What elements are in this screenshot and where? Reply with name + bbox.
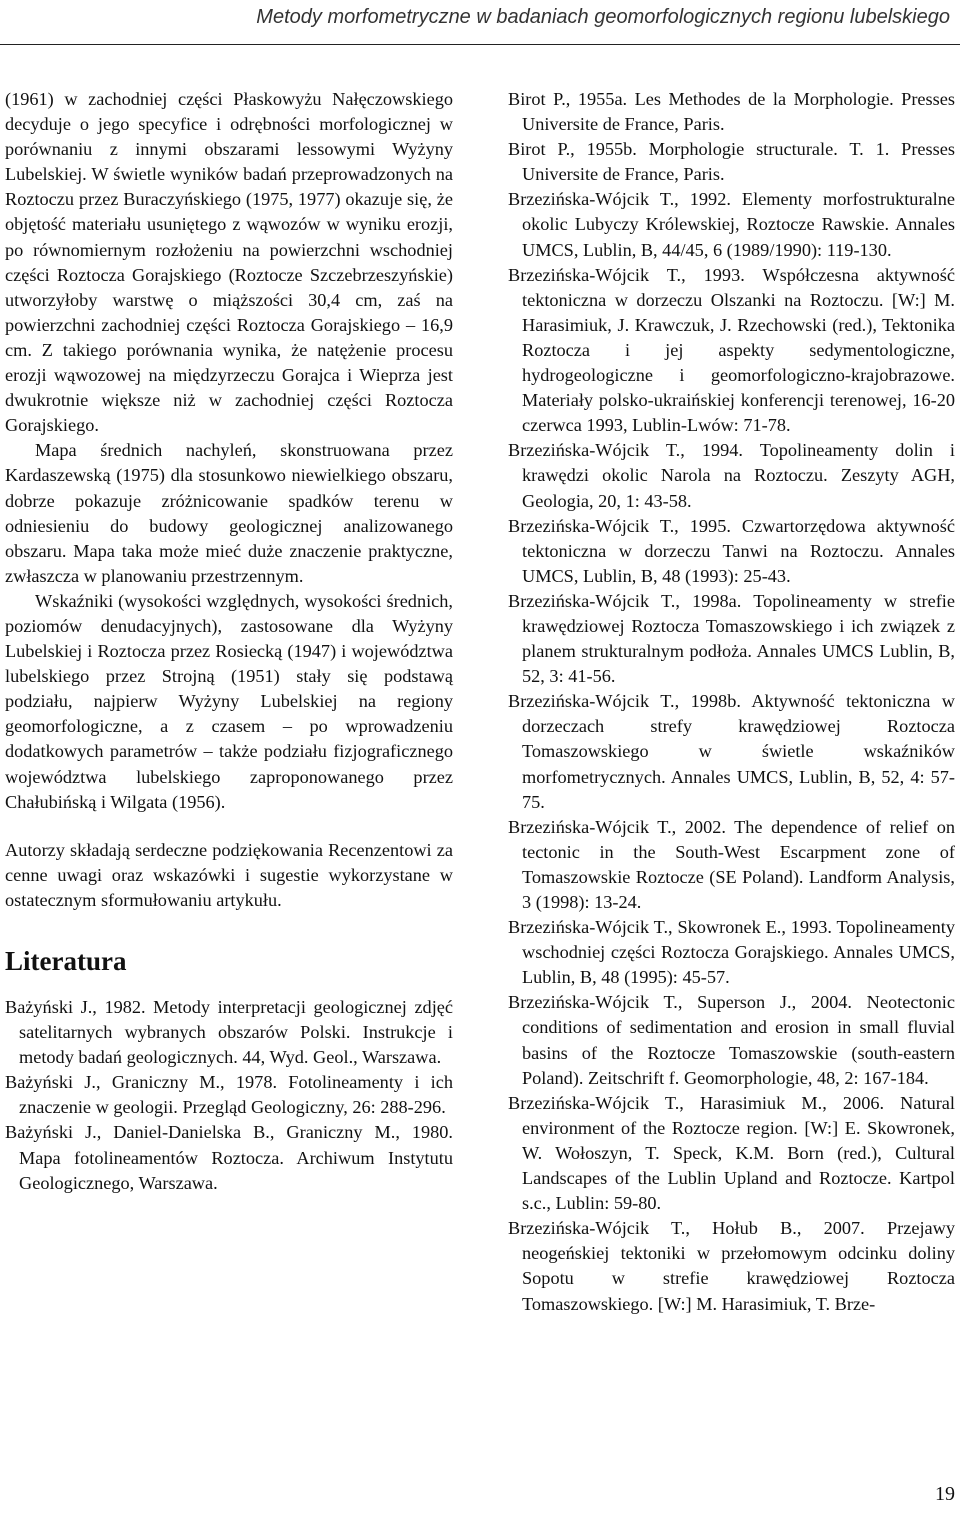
reference-item: Brzezińska-Wójcik T., 1992. Elementy morfostrukturalne okolic Lubyczy Królewskiej, Roztocze Rawskie. Annales UMCS, Lublin, B, 44/45, 6 (1989/1990): 119-130. bbox=[508, 189, 955, 260]
reference-item: Brzezińska-Wójcik T., 1995. Czwartorzędowa aktywność tektoniczna w dorzeczu Tanwi na Roztoczu. Annales UMCS, Lublin, B, 48 (1993): 25-43. bbox=[508, 515, 955, 586]
body-paragraph: (1961) w zachodniej części Płaskowyżu Nałęczowskiego decyduje o jego specyfice i odrębności morfologicznej w porównaniu z innymi obszarami lessowymi Wyżyny Lubelskiej. W świetle wyników badań przeprowadzonych na Roztoczu przez Buraczyńskiego (1975, 1977) okazuje się, że objętość materiału usuniętego z wąwozów w wyniku erozji, po równomiernym rozłożeniu na powierzchni wschodniej części Roztocza Gorajskiego (Roztocze Szczebrzeszyńskie) utworzyłoby warstwę o miąższości 30,4 cm, zaś na powierzchni zachodniej części Roztocza Gorajskiego – 16,9 cm. Z takiego porównania wynika, że natężenie procesu erozji wąwozowej na międzyrzeczu Gorajca i Wieprza jest dwukrotnie większe niż w zachodniej części Roztocza Gorajskiego. bbox=[5, 89, 453, 436]
reference-item: Brzezińska-Wójcik T., Harasimiuk M., 2006. Natural environment of the Roztocze region. [W:] E. Skowronek, W. Wołoszyn, T. Speck, K.M. Born (red.), Cultural Landscapes of the Lublin Upland and Roztocze. Kartpol s.c., Lublin: 59-80. bbox=[508, 1092, 955, 1214]
reference-item: Brzezińska-Wójcik T., 1998b. Aktywność tektoniczna w dorzeczach strefy krawędziowej Roztocza Tomaszowskiego w świetle wskaźników morfometrycznych. Annales UMCS, Lublin, B, 52, 4: 57-75. bbox=[508, 691, 955, 812]
literature-heading: Literatura bbox=[5, 946, 127, 976]
reference-item: Brzezińska-Wójcik T., 1994. Topolineamenty dolin i krawędzi okolic Narola na Roztoczu. Zeszyty AGH, Geologia, 20, 1: 43-58. bbox=[508, 440, 955, 511]
page-number: 19 bbox=[935, 1483, 955, 1505]
reference-item: Bażyński J., 1982. Metody interpretacji geologicznej zdjęć satelitarnych wybranych obszarów Polski. Instrukcje i metody badań geologicznych. 44, Wyd. Geol., Warszawa. bbox=[5, 997, 453, 1068]
body-paragraph: Mapa średnich nachyleń, skonstruowana przez Kardaszewską (1975) dla stosunkowo niewielkiego obszaru, dobrze pokazuje zróżnicowanie spadków terenu w odniesieniu do budowy geologicznej analizowanego obszaru. Mapa taka może mieć duże znaczenie praktyczne, zwłaszcza w planowaniu przestrzennym. bbox=[5, 440, 453, 586]
reference-item: Brzezińska-Wójcik T., Hołub B., 2007. Przejawy neogeńskiej tektoniki w przełomowym odcinku doliny Sopotu w strefie krawędziowej Roztocza Tomaszowskiego. [W:] M. Harasimiuk, T. Brze- bbox=[508, 1218, 955, 1314]
header-rule bbox=[0, 44, 960, 45]
reference-item: Brzezińska-Wójcik T., 2002. The dependence of relief on tectonic in the South-West Escarpment zone of Tomaszowskie Roztocze (SE Poland). Landform Analysis, 3 (1998): 13-24. bbox=[508, 816, 955, 912]
reference-item: Birot P., 1955a. Les Methodes de la Morphologie. Presses Universite de France, Paris. bbox=[508, 89, 955, 135]
running-title: Metody morfometryczne w badaniach geomorfologicznych regionu lubelskiego bbox=[256, 6, 950, 28]
reference-item: Bażyński J., Graniczny M., 1978. Fotolineamenty i ich znaczenie w geologii. Przegląd Geologiczny, 26: 288-296. bbox=[5, 1072, 453, 1118]
reference-item: Birot P., 1955b. Morphologie structurale. T. 1. Presses Universite de France, Paris. bbox=[508, 139, 955, 185]
reference-item: Brzezińska-Wójcik T., 1993. Współczesna aktywność tektoniczna w dorzeczu Olszanki na Roztoczu. [W:] M. Harasimiuk, J. Krawczuk, J. Rzechowski (red.), Tektonika Roztocza i jej aspekty sedymentologiczne, hydrogeologiczne i geomorfologiczno-krajobrazowe. Materiały polsko-ukraińskiej konferencji terenowej, 16-20 czerwca 1993, Lublin-Lwów: 71-78. bbox=[508, 264, 955, 436]
reference-item: Brzezińska-Wójcik T., 1998a. Topolineamenty w strefie krawędziowej Roztocza Tomaszowskiego i ich związek z planem strukturalnym podłoża. Annales UMCS Lublin, B, 52, 3: 41-56. bbox=[508, 590, 955, 687]
acknowledgement: Autorzy składają serdeczne podziękowania Recenzentowi za cenne uwagi oraz wskazówki i sugestie wykorzystane w ostatecznym sformułowaniu artykułu. bbox=[5, 839, 453, 910]
reference-item: Brzezińska-Wójcik T., Superson J., 2004. Neotectonic conditions of sedimentation and erosion in small fluvial basins of the Roztocze Tomaszowskie (south-eastern Poland). Zeitschrift f. Geomorphologie, 48, 2: 167-184. bbox=[508, 992, 955, 1088]
right-column bbox=[508, 87, 955, 1317]
reference-item: Brzezińska-Wójcik T., Skowronek E., 1993. Topolineamenty wschodniej części Roztocza Gorajskiego. Annales UMCS, Lublin, B, 48 (1995): 45-57. bbox=[508, 917, 955, 988]
body-paragraph: Wskaźniki (wysokości względnych, wysokości średnich, poziomów denudacyjnych), zastosowane dla Wyżyny Lubelskiej i Roztocza przez Rosiecką (1947) i województwa lubelskiego przez Strojną (1951) stały się podstawą podziału, najpierw Wyżyny Lubelskiej na regiony geomorfologiczne, a z czasem – po wprowadzeniu dodatkowych parametrów – także podziału fizjograficznego województwa lubelskiego zaproponowanego przez Chałubińską i Wilgata (1956). bbox=[5, 590, 453, 812]
left-column bbox=[5, 87, 453, 1196]
reference-item: Bażyński J., Daniel-Danielska B., Graniczny M., 1980. Mapa fotolineamentów Roztocza. Archiwum Instytutu Geologicznego, Warszawa. bbox=[5, 1122, 453, 1193]
